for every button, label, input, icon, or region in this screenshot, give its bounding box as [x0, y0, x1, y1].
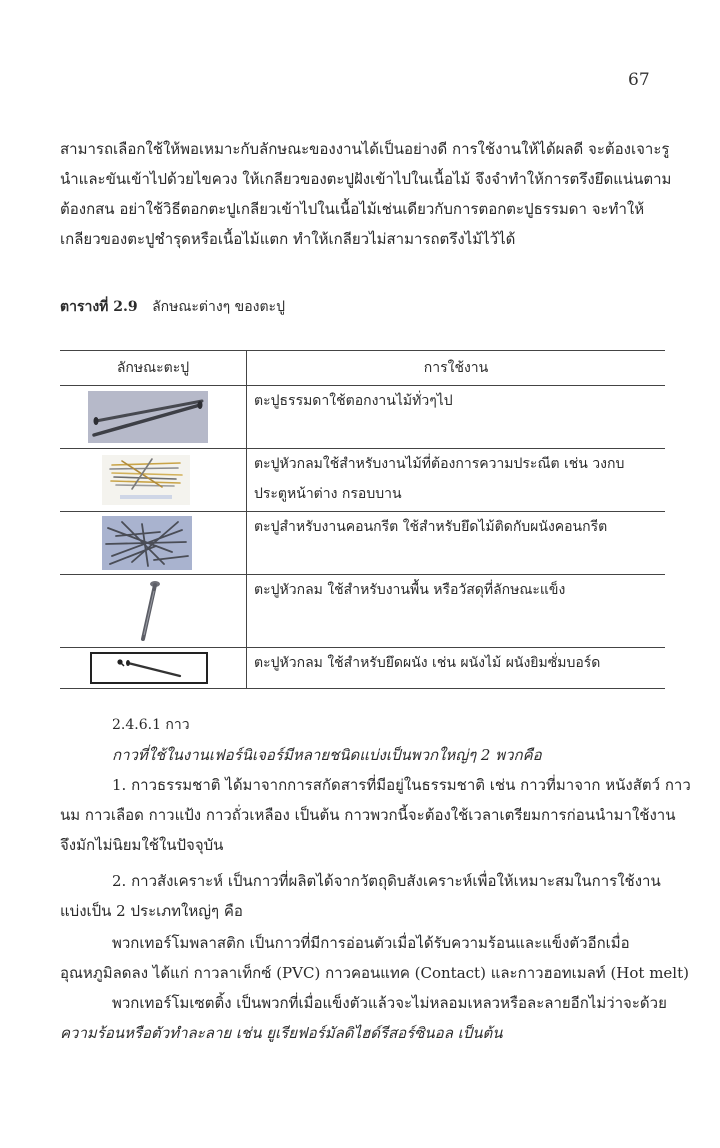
table-cell-image — [60, 386, 247, 448]
page-number: 67 — [628, 70, 650, 90]
table-row — [60, 386, 665, 449]
table-header-type: ลักษณะตะปู — [60, 351, 247, 385]
text-line: พวกเทอร์โมเซตติ้ง เป็นพวกที่เมื่อแข็งตัวแล้วจะไม่หลอมเหลวหรือละลายอีกไม่ว่าจะด้วย — [112, 994, 667, 1012]
table-cell-usage — [254, 575, 665, 605]
nail-types-table — [60, 350, 665, 689]
text-line: ความร้อนหรือตัวทำละลาย เช่น ยูเรียฟอร์มัลดิไฮด์รีสอร์ซินอล เป็นต้น — [60, 1024, 503, 1042]
glue-paragraph-thermosetting — [60, 988, 672, 1048]
text-line: ต้องกสน อย่าใช้วิธีตอกตะปูเกลียวเข้าไปในเนื้อไม้เช่นเดียวกับการตอกตะปูธรรมดา จะทำให้ — [60, 200, 645, 218]
table-row — [60, 575, 665, 648]
table-caption-label: ตารางที่ 2.9 — [60, 299, 138, 315]
text-line: นำและขันเข้าไปด้วยไขควง ให้เกลียวของตะปูฝังเข้าไปในเนื้อไม้ จึงจำทำให้การตรึงยึดแน่นตาม — [60, 170, 672, 188]
text-line: ประตูหน้าต่าง กรอบบาน — [254, 486, 402, 502]
table-caption — [60, 296, 285, 318]
table-cell-image — [60, 512, 247, 574]
table-cell-image — [60, 449, 247, 511]
table-header-usage: การใช้งาน — [423, 360, 489, 376]
text-line: แบ่งเป็น 2 ประเภทใหญ่ๆ คือ — [60, 902, 243, 920]
text-line: ตะปูสำหรับงานคอนกรีต ใช้สำหรับยึดไม้ติดกับผนังคอนกรีต — [254, 519, 608, 535]
intro-paragraph — [60, 134, 672, 254]
table-row — [60, 512, 665, 575]
table-cell-usage — [254, 386, 665, 416]
text-line: อุณหภูมิลดลง ได้แก่ กาวลาเท็กซ์ (PVC) กาวคอนแทค (Contact) และกาวฮอทเมลท์ (Hot melt) — [60, 964, 689, 982]
table-header-row — [60, 350, 665, 386]
table-cell-usage — [254, 648, 665, 678]
section-heading: 2.4.6.1 กาว — [112, 717, 190, 733]
flooring-nail-image — [134, 579, 164, 645]
text-line: เกลียวของตะปูชำรุดหรือเนื้อไม้แตก ทำให้เกลียวไม่สามารถตรึงไม้ไว้ได้ — [60, 230, 516, 248]
text-line: ตะปูหัวกลม ใช้สำหรับยึดผนัง เช่น ผนังไม้ ผนังยิมซั่มบอร์ด — [254, 655, 601, 671]
concrete-nail-image — [102, 516, 192, 570]
glue-paragraph-natural — [60, 770, 691, 860]
table-row — [60, 449, 665, 512]
text-line: 2. กาวสังเคราะห์ เป็นกาวที่ผลิตได้จากวัตถุดิบสังเคราะห์เพื่อให้เหมาะสมในการใช้งาน — [112, 872, 661, 890]
table-cell-usage — [254, 449, 665, 509]
common-nail-image — [88, 391, 208, 443]
table-row — [60, 648, 665, 689]
table-caption-title: ลักษณะต่างๆ ของตะปู — [152, 299, 285, 315]
glue-paragraph-synthetic — [60, 866, 672, 926]
text-line: จึงมักไม่นิยมใช้ในปัจจุบัน — [60, 836, 224, 854]
table-cell-usage — [254, 512, 665, 542]
text-line: สามารถเลือกใช้ให้พอเหมาะกับลักษณะของงานได้เป็นอย่างดี การใช้งานให้ได้ผลดี จะต้องเจาะรู — [60, 140, 670, 158]
text-line: ตะปูหัวกลมใช้สำหรับงานไม้ที่ต้องการความประณีต เช่น วงกบ — [254, 456, 625, 472]
text-line: ตะปูหัวกลม ใช้สำหรับงานพื้น หรือวัสดุที่ลักษณะแข็ง — [254, 582, 566, 598]
finishing-nail-image — [102, 455, 190, 505]
text-line: ตะปูธรรมดาใช้ตอกงานไม้ทั่วๆไป — [254, 393, 453, 409]
glue-paragraph-thermoplastic — [60, 928, 689, 988]
wall-nail-image — [90, 652, 208, 684]
table-cell-image — [60, 648, 247, 688]
text-line: พวกเทอร์โมพลาสติก เป็นกาวที่มีการอ่อนตัวเมื่อได้รับความร้อนและแข็งตัวอีกเมื่อ — [112, 934, 630, 952]
table-cell-image — [60, 575, 247, 647]
glue-intro: กาวที่ใช้ในงานเฟอร์นิเจอร์มีหลายชนิดแบ่งเป็นพวกใหญ่ๆ 2 พวกคือ — [112, 746, 542, 764]
text-line: 1. กาวธรรมชาติ ได้มาจากการสกัดสารที่มีอยู่ในธรรมชาติ เช่น กาวที่มาจาก หนังสัตว์ กาว — [112, 776, 691, 794]
text-line: นม กาวเลือด กาวแป้ง กาวถั่วเหลือง เป็นต้น กาวพวกนี้จะต้องใช้เวลาเตรียมการก่อนนำมาใช้งาน — [60, 806, 676, 824]
